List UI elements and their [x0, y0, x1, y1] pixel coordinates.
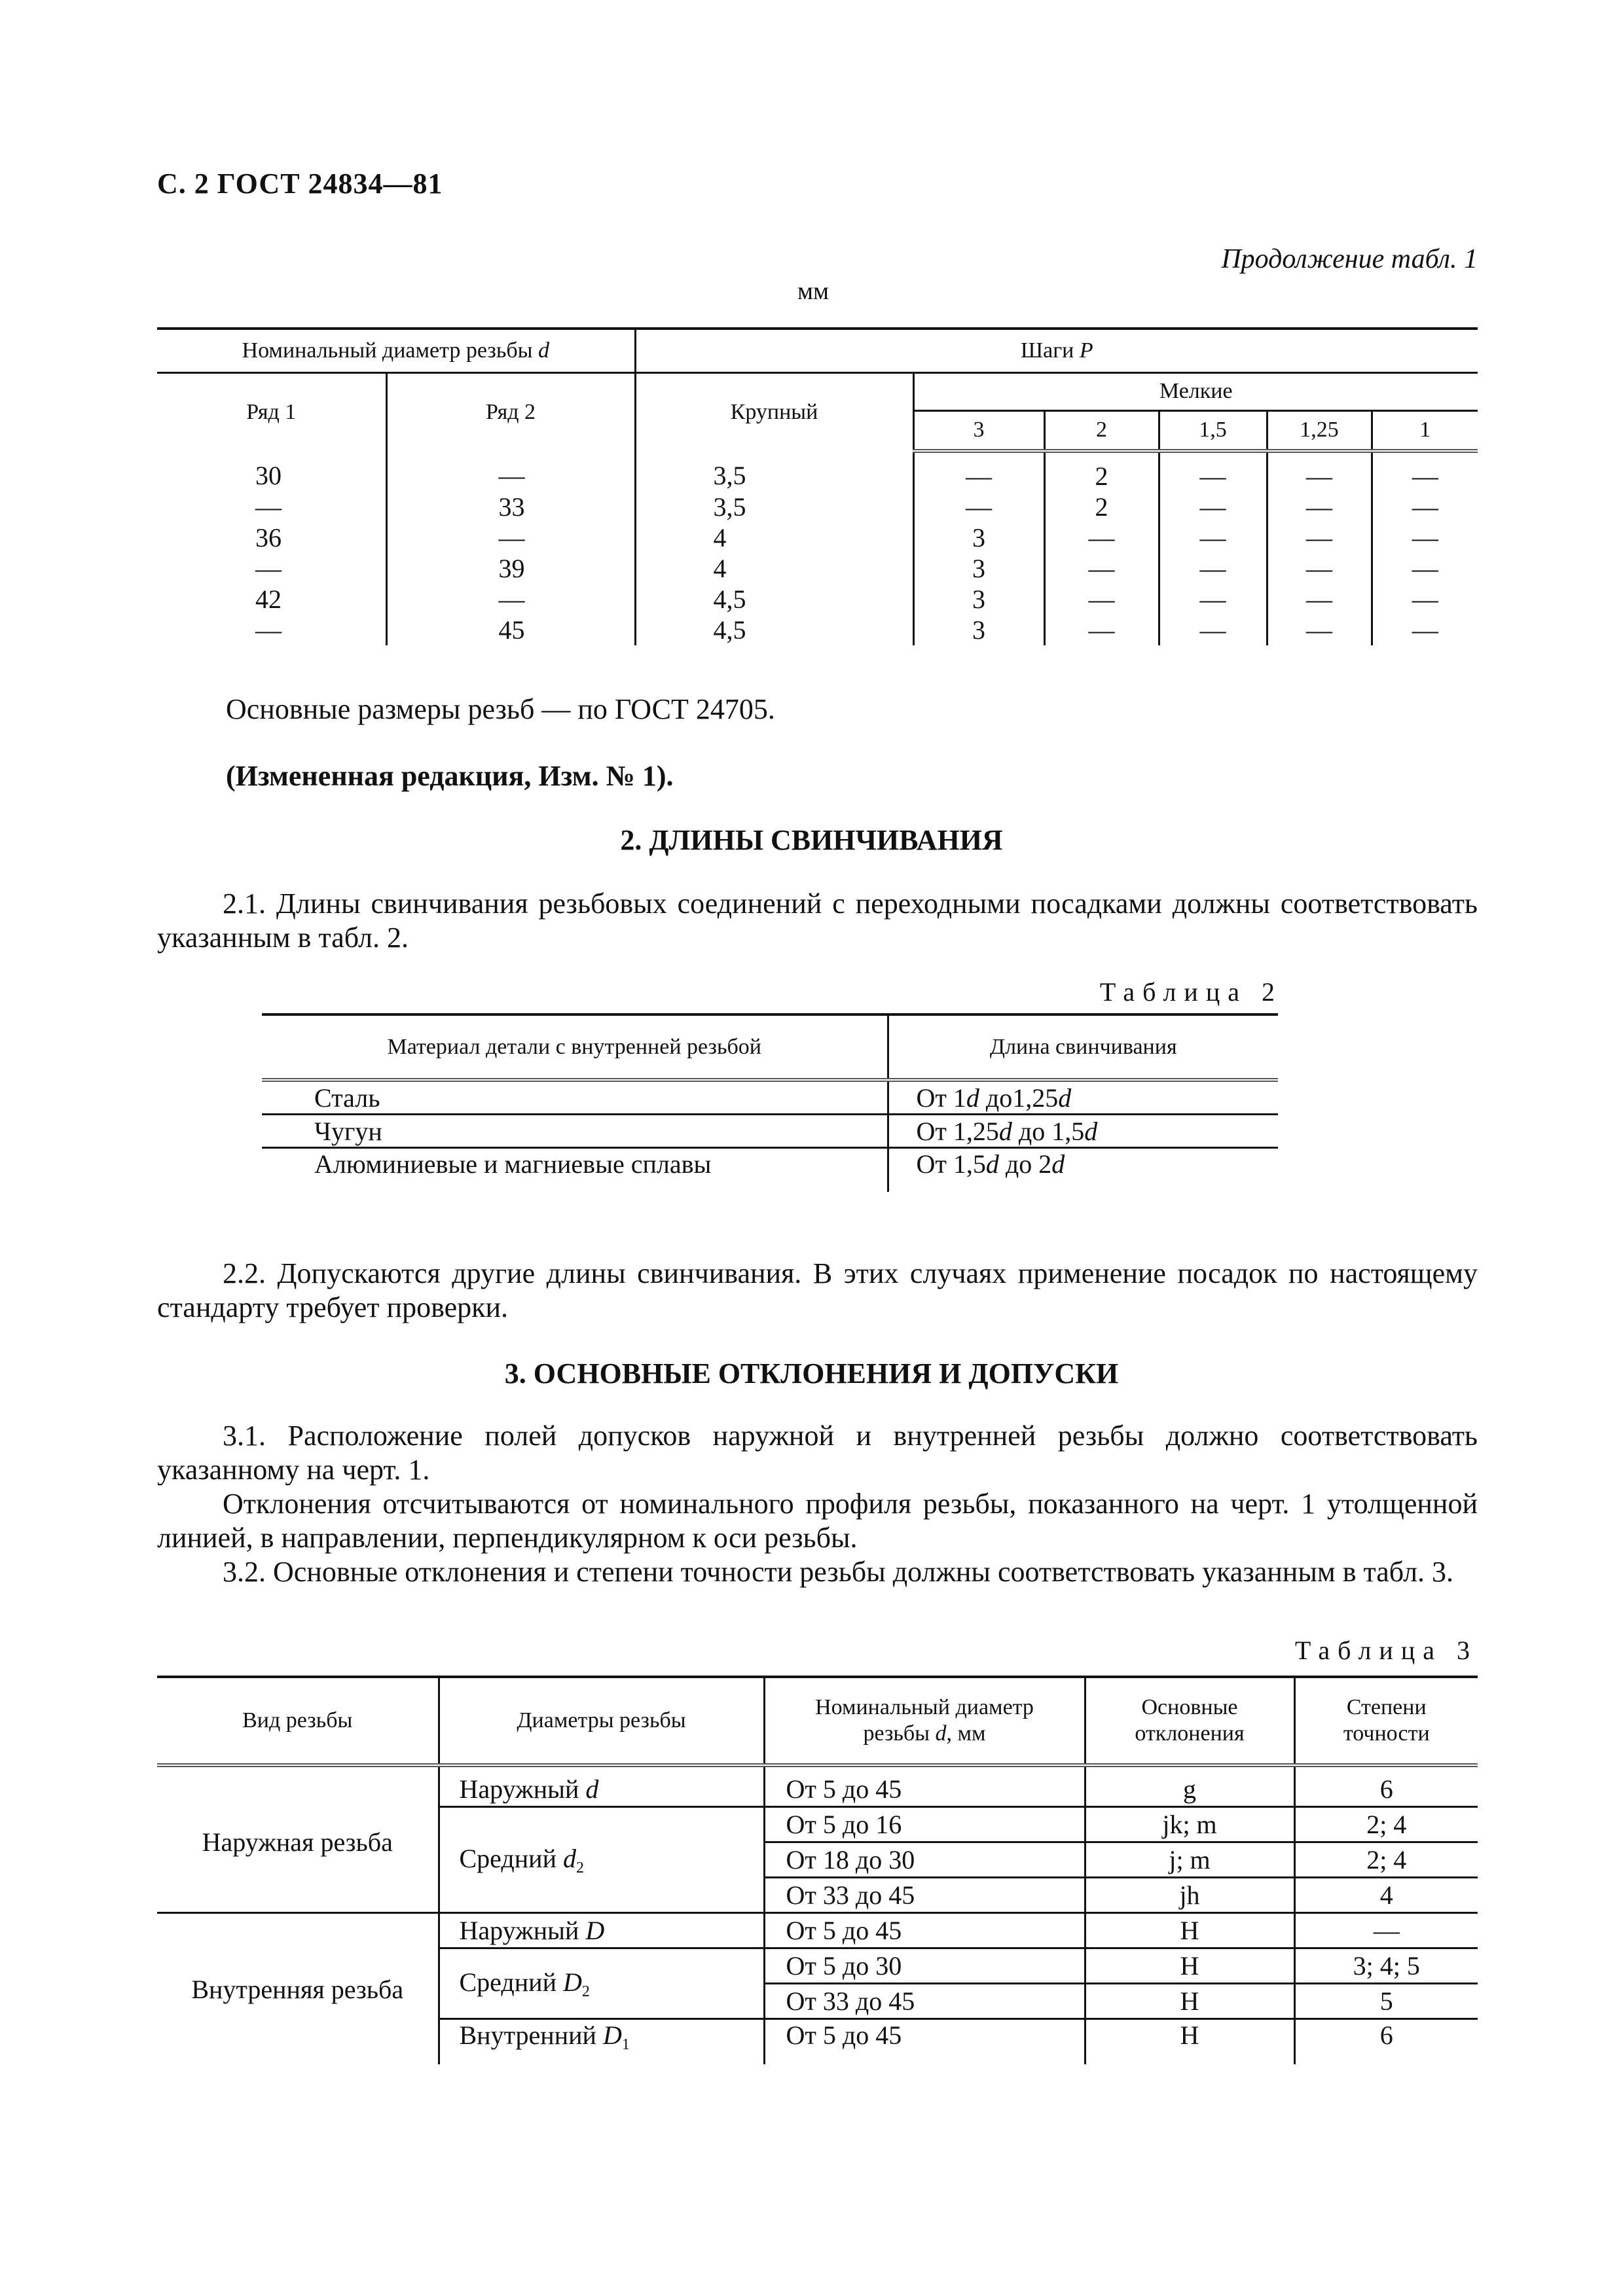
- table-cell: —: [1372, 615, 1478, 645]
- table-row: [157, 492, 1478, 522]
- table-cell: —: [1044, 553, 1159, 584]
- range-cell: От 5 до 16: [764, 1807, 1085, 1842]
- header-accuracy-grades: Степени точности: [1294, 1677, 1478, 1765]
- table-cell: —: [1372, 522, 1478, 553]
- header-nominal-diameter: Номинальный диаметр резьбы d, мм: [764, 1677, 1085, 1765]
- material-cell: Алюминиевые и магниевые сплавы: [262, 1148, 888, 1193]
- table-cell: —: [913, 451, 1044, 492]
- grade-cell: 6: [1294, 2019, 1478, 2065]
- table-row: [157, 553, 1478, 584]
- header-coarse: Крупный: [635, 372, 913, 451]
- paragraph-2-1: 2.1. Длины свинчивания резьбовых соединений с переходными посадками должны соответствовать указанным в табл. 2.: [157, 888, 1478, 954]
- paragraph-3-1: 3.1. Расположение полей допусков наружной и внутренней резьбы должно соответствовать указанному на черт. 1.: [157, 1420, 1478, 1486]
- table-cell: —: [1372, 492, 1478, 522]
- table-cell: —: [1267, 451, 1372, 492]
- header-fine-col: 1,5: [1159, 410, 1267, 451]
- table-cell: —: [1044, 615, 1159, 645]
- diameter-cell: Средний $d_2$: [439, 1807, 764, 1913]
- table-cell: 33: [386, 492, 635, 522]
- material-cell: Сталь: [314, 1083, 380, 1113]
- table-row: [157, 522, 1478, 553]
- table-cell: 2: [1044, 492, 1159, 522]
- table-row: [157, 1913, 1478, 1948]
- diameter-cell: Средний $D_2$: [439, 1948, 764, 2019]
- table-cell: —: [1267, 522, 1372, 553]
- header-row-2: Ряд 2: [386, 372, 635, 451]
- table-cell: —: [1044, 522, 1159, 553]
- table-row: [262, 1148, 1278, 1193]
- paragraph-2-2: 2.2. Допускаются другие длины свинчивания. В этих случаях применение посадок по настоящему стандарту требует проверки.: [157, 1257, 1478, 1323]
- continuation-label: Продолжение табл. 1: [1221, 244, 1478, 274]
- range-cell: От 5 до 45: [764, 1765, 1085, 1807]
- header-pitches: Шаги P: [635, 329, 1478, 372]
- header-nominal-diameter: Номинальный диаметр резьбы d: [157, 329, 635, 372]
- deviation-cell: j; m: [1085, 1842, 1294, 1878]
- table-2: [262, 1013, 1278, 1192]
- deviation-cell: g: [1085, 1765, 1294, 1807]
- deviation-cell: H: [1085, 2019, 1294, 2065]
- section-3-title: 3. ОСНОВНЫЕ ОТКЛОНЕНИЯ И ДОПУСКИ: [504, 1357, 1119, 1390]
- section-2-title: 2. ДЛИНЫ СВИНЧИВАНИЯ: [620, 824, 1003, 856]
- table-cell: —: [913, 492, 1044, 522]
- table-cell: 30: [255, 460, 282, 490]
- grade-cell: 2; 4: [1294, 1842, 1478, 1878]
- table-cell: 4,5: [635, 584, 913, 615]
- table-row: [262, 1115, 1278, 1148]
- table-cell: 3: [913, 522, 1044, 553]
- table-cell: 4: [635, 522, 913, 553]
- table-cell: —: [1267, 615, 1372, 645]
- grade-cell: 4: [1294, 1878, 1478, 1913]
- table-cell: —: [1159, 553, 1267, 584]
- table-cell: —: [1372, 553, 1478, 584]
- range-cell: От 33 до 45: [764, 1878, 1085, 1913]
- grade-cell: —: [1294, 1913, 1478, 1948]
- table-cell: 2: [1044, 451, 1159, 492]
- table-cell: —: [1267, 584, 1372, 615]
- table-cell: —: [386, 522, 635, 553]
- length-cell: От 1,5d до 2d: [888, 1148, 1278, 1193]
- table-2-label: Таблица 2: [1099, 977, 1283, 1007]
- table-cell: —: [1159, 522, 1267, 553]
- header-basic-deviations: Основные отклонения: [1085, 1677, 1294, 1765]
- table-cell: 4: [635, 553, 913, 584]
- table-cell: 3: [913, 553, 1044, 584]
- external-thread-label: Наружная резьба: [202, 1827, 393, 1857]
- range-cell: От 5 до 45: [764, 2019, 1085, 2065]
- grade-cell: 6: [1294, 1765, 1478, 1807]
- section-3-paragraphs: [157, 1419, 1478, 1589]
- table-cell: 3: [913, 615, 1044, 645]
- table-cell: —: [255, 554, 282, 583]
- deviation-cell: H: [1085, 1984, 1294, 2019]
- table-cell: —: [1159, 451, 1267, 492]
- table-1-continuation: [157, 327, 1478, 645]
- table-cell: 39: [386, 553, 635, 584]
- table-row: [262, 1080, 1278, 1115]
- deviation-cell: jh: [1085, 1878, 1294, 1913]
- grade-cell: 5: [1294, 1984, 1478, 2019]
- diameter-cell: Наружный d: [439, 1765, 764, 1807]
- amendment-note: (Измененная редакция, Изм. № 1).: [226, 760, 674, 792]
- table-row: [157, 451, 1478, 492]
- table-3: [157, 1676, 1478, 2064]
- table-cell: 3: [913, 584, 1044, 615]
- range-cell: От 5 до 45: [764, 1913, 1085, 1948]
- range-cell: От 18 до 30: [764, 1842, 1085, 1878]
- length-cell: От 1,25d до 1,5d: [888, 1115, 1278, 1148]
- table-cell: —: [1267, 553, 1372, 584]
- table-cell: —: [255, 492, 282, 522]
- table-cell: 3,5: [635, 492, 913, 522]
- table-cell: —: [1267, 492, 1372, 522]
- table-cell: —: [1372, 451, 1478, 492]
- header-fine-col: 1,25: [1267, 410, 1372, 451]
- diameter-cell: Наружный D: [439, 1913, 764, 1948]
- header-fine: Мелкие: [913, 372, 1478, 410]
- table-cell: —: [1159, 492, 1267, 522]
- table-cell: 4,5: [635, 615, 913, 645]
- header-fine-col: 1: [1372, 410, 1478, 451]
- diameter-cell: Внутренний $D_1$: [439, 2019, 764, 2065]
- header-row-1: Ряд 1: [157, 372, 386, 451]
- page-header: С. 2 ГОСТ 24834—81: [157, 168, 443, 200]
- header-fine-col: 3: [913, 410, 1044, 451]
- table-3-label: Таблица 3: [1294, 1636, 1478, 1665]
- table-cell: —: [1159, 584, 1267, 615]
- table-cell: —: [1044, 584, 1159, 615]
- deviation-cell: H: [1085, 1913, 1294, 1948]
- table-cell: 3,5: [635, 451, 913, 492]
- table-cell: —: [386, 584, 635, 615]
- table-row: [157, 1765, 1478, 1807]
- table-cell: 36: [255, 523, 282, 552]
- table-row: [157, 615, 1478, 645]
- table-cell: —: [386, 451, 635, 492]
- material-cell: Чугун: [262, 1115, 888, 1148]
- grade-cell: 2; 4: [1294, 1807, 1478, 1842]
- table-cell: —: [1372, 584, 1478, 615]
- range-cell: От 5 до 30: [764, 1948, 1085, 1984]
- range-cell: От 33 до 45: [764, 1984, 1085, 2019]
- units-label: мм: [797, 278, 830, 305]
- header-thread-diameters: Диаметры резьбы: [439, 1677, 764, 1765]
- deviation-cell: H: [1085, 1948, 1294, 1984]
- table-cell: 45: [386, 615, 635, 645]
- internal-thread-label: Внутренняя резьба: [157, 1913, 439, 2065]
- header-material: Материал детали с внутренней резьбой: [262, 1014, 888, 1080]
- table-cell: 42: [255, 584, 282, 614]
- table-row: [157, 584, 1478, 615]
- header-fine-col: 2: [1044, 410, 1159, 451]
- paragraph-3-2: 3.2. Основные отклонения и степени точности резьбы должны соответствовать указанным в табл. 3.: [223, 1556, 1454, 1588]
- table-cell: —: [1159, 615, 1267, 645]
- paragraph-3-1-deviations: Отклонения отсчитываются от номинального профиля резьбы, показанного на черт. 1 утолщенной линией, в направлении, перпендикулярном к оси резьбы.: [157, 1488, 1478, 1554]
- deviation-cell: jk; m: [1085, 1807, 1294, 1842]
- header-engagement-length: Длина свинчивания: [888, 1014, 1278, 1080]
- grade-cell: 3; 4; 5: [1294, 1948, 1478, 1984]
- table-cell: —: [255, 615, 282, 645]
- main-sizes-note: Основные размеры резьб — по ГОСТ 24705.: [226, 693, 775, 725]
- length-cell: От 1d до1,25d: [888, 1080, 1278, 1115]
- header-thread-kind: Вид резьбы: [157, 1677, 439, 1765]
